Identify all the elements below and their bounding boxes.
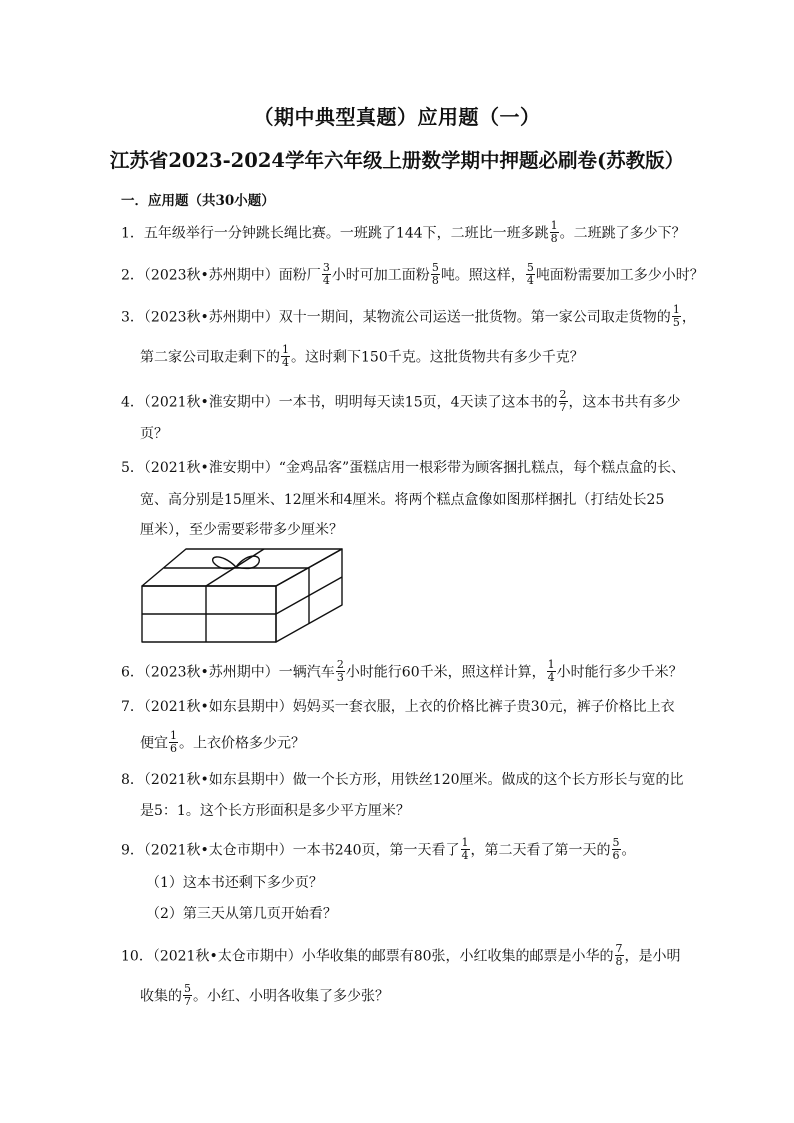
fraction: $\frac{7}{8}$: [615, 942, 623, 968]
question-text: 厘米），至少需要彩带多少厘米？: [140, 522, 343, 538]
question-text: （1）这本书还剩下多少页？: [146, 875, 323, 891]
question-text: 。: [621, 842, 636, 859]
ribbon-bow-right: [236, 556, 259, 568]
fraction: $\frac{2}{3}$: [336, 658, 344, 684]
question-1: [121, 221, 686, 246]
question-text: 收集的: [140, 988, 182, 1005]
question-text: （2023秋•苏州期中）一辆汽车: [143, 664, 335, 681]
question-6: [121, 660, 683, 685]
question-text: 小时能行多少千米？: [556, 664, 683, 681]
question-number: 10．: [121, 948, 153, 965]
question-10-line-1: [121, 944, 681, 969]
question-text: （2023秋•苏州期中）面粉厂: [143, 267, 321, 284]
fraction: $\frac{5}{4}$: [526, 261, 534, 287]
document-title: （期中典型真题）应用题（一）: [253, 105, 541, 129]
question-8-line-2: [140, 801, 410, 821]
question-8-line-1: [121, 770, 684, 790]
question-text: 宽、高分别是15厘米、12厘米和4厘米。将两个糕点盒像如图那样捆扎（打结处长25: [140, 492, 665, 508]
question-3-line-1: [121, 305, 696, 330]
question-3-line-2: [140, 345, 584, 370]
question-text: （2021秋•如东县期中）做一个长方形，用铁丝120厘米。做成的这个长方形长与宽的比: [143, 772, 684, 788]
fraction: $\frac{5}{8}$: [431, 261, 439, 287]
fraction: $\frac{1}{4}$: [461, 836, 469, 862]
question-text: 小时可加工面粉: [331, 267, 430, 284]
question-number: 4．: [121, 394, 144, 411]
question-text: （2021秋•如东县期中）妈妈买一套衣服，上衣的价格比裤子贵30元，裤子价格比上衣: [143, 699, 675, 715]
ribbon-bow-left: [213, 557, 236, 569]
fraction: $\frac{1}{8}$: [550, 219, 558, 245]
fraction: $\frac{5}{7}$: [184, 982, 191, 1008]
question-2: [121, 263, 704, 288]
fraction: $\frac{3}{4}$: [322, 261, 330, 287]
question-7-line-2: [140, 731, 305, 756]
fraction: $\frac{2}{7}$: [559, 388, 567, 414]
question-text: 吨。照这样，: [440, 267, 525, 284]
question-text: 是5：1。这个长方形面积是多少平方厘米？: [140, 803, 410, 819]
question-number: 6．: [121, 664, 144, 681]
question-text: 吨面粉需要加工多少小时？: [535, 267, 704, 284]
question-text: ，是小明: [624, 948, 681, 965]
fraction: $\frac{1}{4}$: [547, 658, 555, 684]
question-text: （2021秋•淮安期中）“金鸡品客”蛋糕店用一根彩带为顾客捆扎糕点，每个糕点盒的长、: [143, 460, 686, 476]
question-text: 小时能行60千米，照这样计算，: [345, 664, 546, 681]
cake-boxes-diagram: [140, 543, 346, 645]
question-9-sub-1: [146, 873, 323, 893]
question-7-line-1: [121, 697, 675, 717]
question-text: （2021秋•太仓市期中）一本书240页，第一天看了: [143, 842, 460, 859]
question-text: 便宜: [140, 735, 168, 752]
question-number: 5．: [121, 460, 144, 476]
question-text: （2）第三天从第几页开始看？: [146, 906, 337, 922]
question-text: 五年级举行一分钟跳长绳比赛。一班跳了144下，二班比一班多跳: [143, 225, 549, 242]
fraction: $\frac{1}{5}$: [672, 303, 680, 329]
question-number: 9．: [121, 842, 144, 859]
question-text: 。上衣价格多少元？: [179, 735, 305, 752]
fraction: $\frac{5}{6}$: [612, 836, 620, 862]
question-text: （2021秋•淮安期中）一本书，明明每天读15页，4天读了这本书的: [143, 394, 558, 411]
question-number: 1．: [121, 225, 144, 242]
question-9: [121, 838, 636, 863]
question-10-line-2: [140, 984, 389, 1009]
question-number: 7．: [121, 699, 144, 715]
question-4-line-2: [140, 424, 168, 444]
question-9-sub-2: [146, 904, 337, 924]
question-number: 2．: [121, 267, 144, 284]
question-number: 3．: [121, 309, 144, 326]
question-text: （2021秋•太仓市期中）小华收集的邮票有80张，小红收集的邮票是小华的: [152, 948, 614, 965]
question-number: 8．: [121, 772, 144, 788]
document-subtitle: 江苏省2023-2024学年六年级上册数学期中押题必刷卷(苏教版）: [109, 149, 685, 172]
question-text: 页？: [140, 426, 168, 442]
question-text: 第二家公司取走剩下的: [140, 349, 280, 366]
question-5-line-2: [140, 490, 664, 510]
question-text: 。这时剩下150千克。这批货物共有多少千克？: [291, 349, 584, 366]
question-text: 。小红、小明各收集了多少张？: [193, 988, 389, 1005]
fraction: $\frac{1}{6}$: [170, 729, 177, 755]
question-text: 。二班跳了多少下？: [559, 225, 686, 242]
question-text: （2023秋•苏州期中）双十一期间，某物流公司运送一批货物。第一家公司取走货物的: [143, 309, 671, 326]
question-5-line-3: [140, 520, 343, 540]
question-text: ，这本书共有多少: [568, 394, 681, 411]
question-text: ，: [681, 309, 696, 326]
section-heading: 一．应用题（共30小题）: [121, 193, 275, 209]
question-5-line-1: [121, 458, 685, 478]
question-4-line-1: [121, 390, 681, 415]
question-text: ，第二天看了第一天的: [470, 842, 611, 859]
fraction: $\frac{1}{4}$: [282, 343, 289, 369]
